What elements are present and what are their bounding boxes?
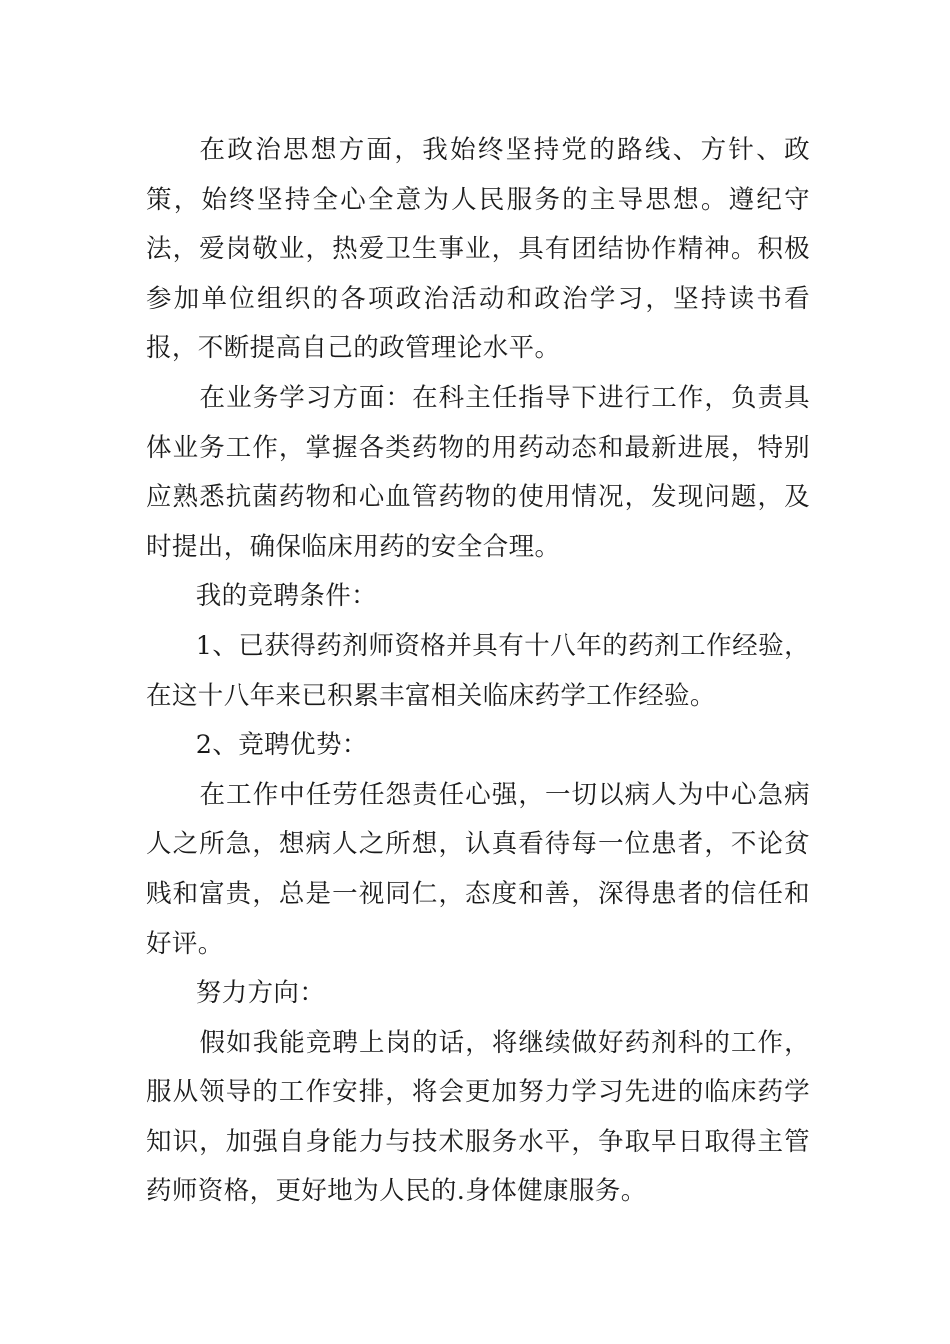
paragraph-future-plan: 假如我能竞聘上岗的话，将继续做好药剂科的工作，服从领导的工作安排，将会更加努力学习先进的临床药学知识，加强自身能力与技术服务水平，争取早日取得主管药师资格，更好地为人民的.身体健康服务。	[146, 1027, 810, 1207]
heading-direction: 努力方向：	[195, 978, 326, 1009]
heading-advantages: 2、竞聘优势：	[195, 730, 368, 761]
paragraph-political-thought: 在政治思想方面，我始终坚持党的路线、方针、政策，始终坚持全心全意为人民服务的主导思想。遵纪守法，爱岗敬业，热爱卫生事业，具有团结协作精神。积极参加单位组织的各项政治活动和政治学习，坚持读书看报，不断提高自己的政管理论水平。	[146, 135, 810, 364]
heading-my-conditions: 我的竞聘条件：	[195, 581, 378, 612]
paragraph-work-attitude: 在工作中任劳任怨责任心强，一切以病人为中心急病人之所急，想病人之所想，认真看待每一位患者，不论贫贱和富贵，总是一视同仁，态度和善，深得患者的信任和好评。	[146, 779, 810, 959]
paragraph-professional-study: 在业务学习方面：在科主任指导下进行工作，负责具体业务工作，掌握各类药物的用药动态和最新进展，特别应熟悉抗菌药物和心血管药物的使用情况，发现问题，及时提出，确保临床用药的安全合理。	[146, 382, 810, 562]
document-body	[146, 126, 810, 1217]
paragraph-qualification: 1、已获得药剂师资格并具有十八年的药剂工作经验，在这十八年来已积累丰富相关临床药学工作经验。	[146, 630, 810, 711]
